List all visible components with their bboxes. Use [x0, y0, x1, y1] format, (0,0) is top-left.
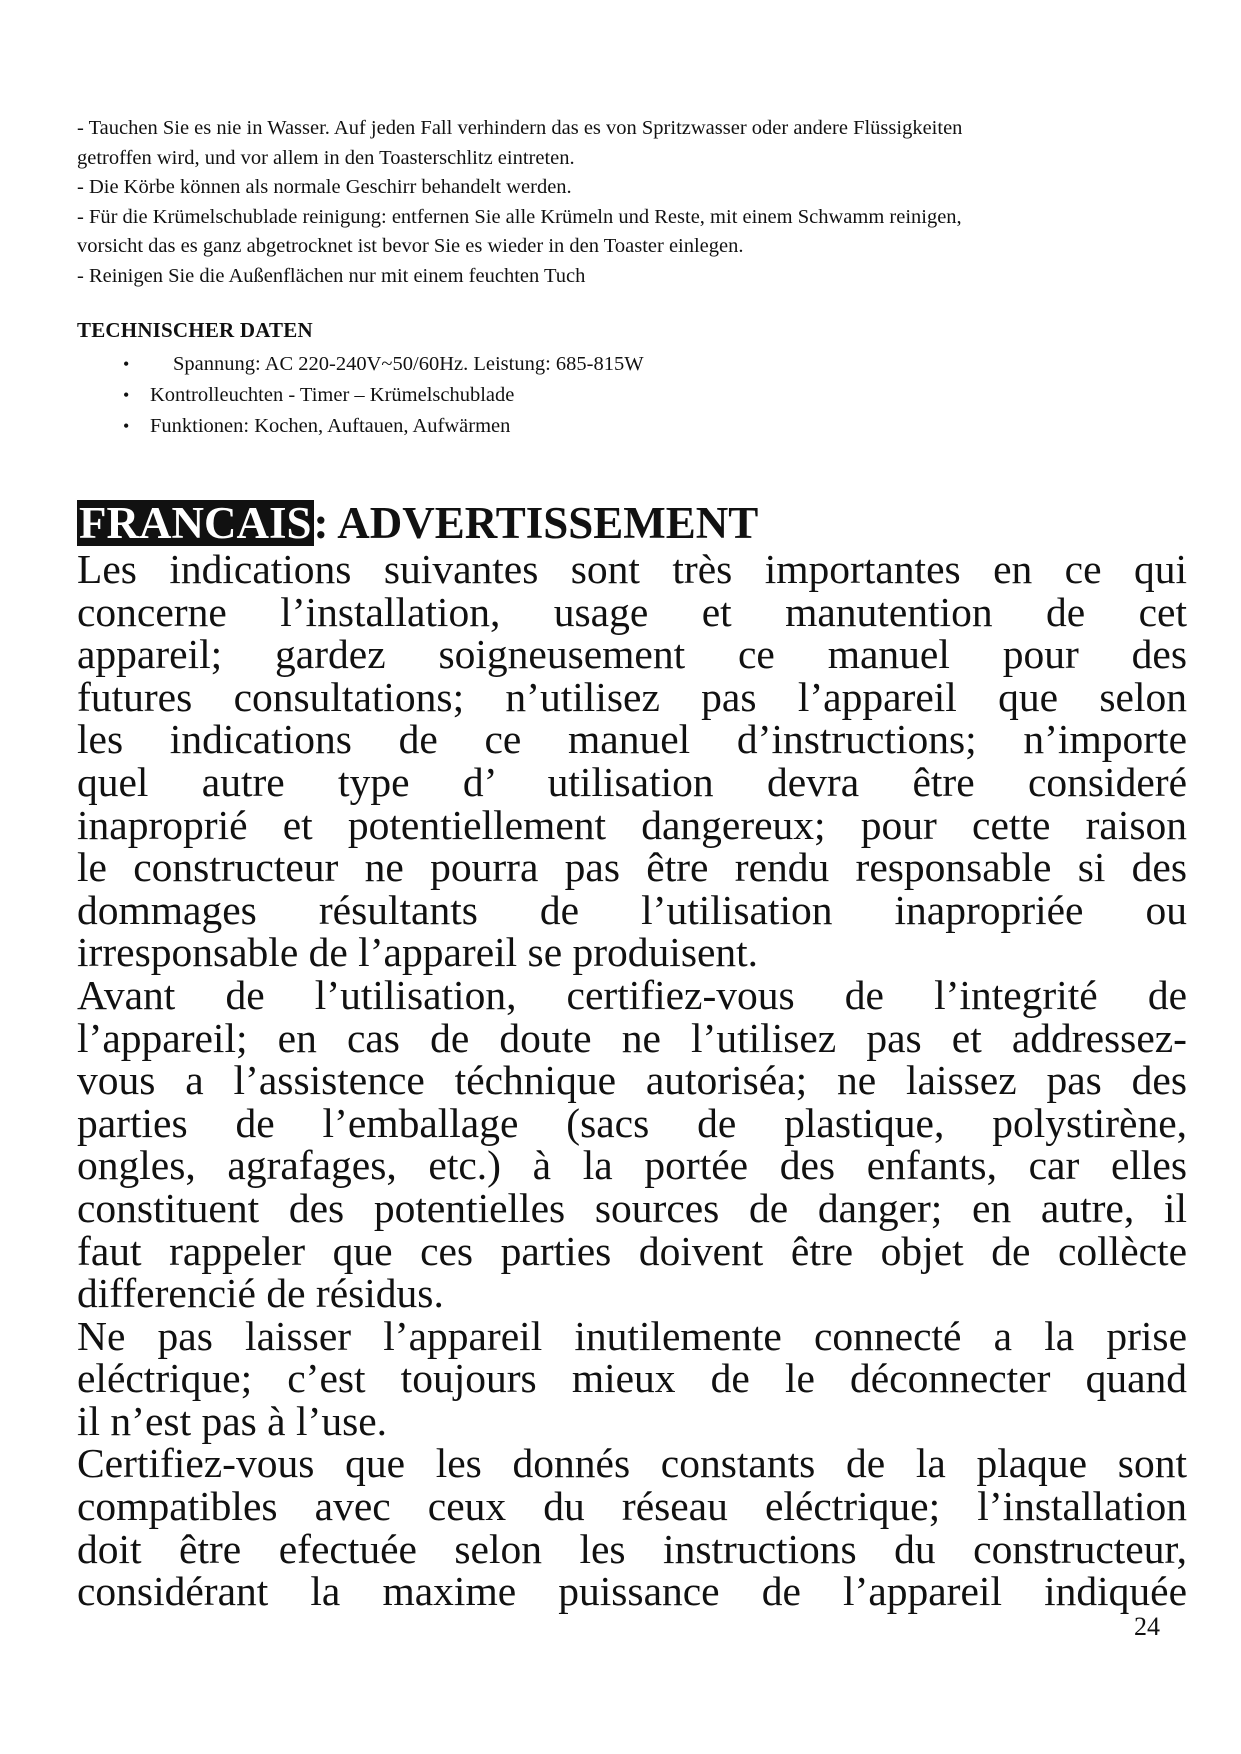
french-line: appareil; gardez soigneusement ce manuel pour des [77, 631, 1187, 678]
technical-data-item [0, 380, 1241, 411]
french-line: eléctrique; c’est toujours mieux de le déconnecter quand [77, 1355, 1187, 1402]
technical-data-heading: TECHNISCHER DATEN [77, 318, 313, 342]
french-line: il n’est pas à l’use. [77, 1397, 388, 1444]
german-line: getroffen wird, und vor allem in den Toasterschlitz eintreten. [77, 146, 575, 169]
french-line: Certifiez-vous que les donnés constants de la plaque sont [77, 1440, 1187, 1487]
technical-data-text: Funktionen: Kochen, Auftauen, Aufwärmen [150, 415, 511, 437]
french-line: irresponsable de l’appareil se produisent. [77, 929, 759, 976]
french-line: constituent des potentielles sources de danger; en autre, il [77, 1184, 1187, 1231]
french-line: Avant de l’utilisation, certifiez-vous de l’integrité de [77, 971, 1187, 1018]
french-line: concerne l’installation, usage et manutention de cet [77, 588, 1187, 635]
technical-data-item [0, 349, 1241, 380]
french-warning-body [77, 548, 1187, 1613]
german-line: - Die Körbe können als normale Geschirr behandelt werden. [77, 176, 572, 198]
french-line: Ne pas laisser l’appareil inutilemente connecté a la prise [77, 1312, 1187, 1359]
bullet-icon: • [123, 385, 130, 405]
language-label: FRANCAIS [79, 498, 312, 548]
french-line: quel autre type d’ utilisation devra être consideré [77, 758, 1187, 805]
german-line: - Tauchen Sie es nie in Wasser. Auf jeden Fall verhindern das es von Spritzwasser oder andere Flüssigkeiten [77, 117, 963, 139]
technical-data-text: Kontrolleuchten - Timer – Krümelschublade [150, 384, 515, 406]
french-warning-heading [77, 497, 758, 549]
french-line: differencié de résidus. [77, 1270, 444, 1317]
french-line: inaproprié et potentiellement dangereux; pour cette raison [77, 801, 1187, 848]
technical-data-item [0, 411, 1241, 442]
bullet-icon: • [123, 416, 130, 436]
french-line: ongles, agrafages, etc.) à la portée des enfants, car elles [77, 1142, 1187, 1189]
french-line: l’appareil; en cas de doute ne l’utilisez pas et addressez- [77, 1014, 1187, 1061]
french-line: futures consultations; n’utilisez pas l’appareil que selon [77, 673, 1187, 720]
bullet-icon: • [123, 354, 130, 374]
french-line: doit être efectuée selon les instructions du constructeur, [77, 1525, 1187, 1572]
german-line: - Für die Krümelschublade reinigung: entfernen Sie alle Krümeln und Reste, mit einem Schwamm reinigen, [77, 205, 962, 228]
french-line: parties de l’emballage (sacs de plastique, polystirène, [77, 1099, 1187, 1146]
french-line: vous a l’assistence téchnique autoriséa; ne laissez pas des [77, 1057, 1187, 1104]
technical-data-list [0, 349, 1241, 442]
warning-title: : ADVERTISSEMENT [313, 498, 759, 548]
french-line: dommages résultants de l’utilisation inapropriée ou [77, 886, 1187, 933]
german-line: - Reinigen Sie die Außenflächen nur mit einem feuchten Tuch [77, 264, 586, 287]
technical-data-text: Spannung: AC 220-240V~50/60Hz. Leistung: 685-815W [173, 353, 644, 375]
german-cleaning-section [77, 114, 1187, 291]
page-number: 24 [1134, 1612, 1160, 1641]
french-line: le constructeur ne pourra pas être rendu responsable si des [77, 844, 1187, 891]
french-line: faut rappeler que ces parties doivent être objet de collècte [77, 1227, 1187, 1274]
french-line: les indications de ce manuel d’instructions; n’importe [77, 716, 1187, 763]
german-line: vorsicht das es ganz abgetrocknet ist bevor Sie es wieder in den Toaster einlegen. [77, 235, 744, 257]
french-line: compatibles avec ceux du réseau eléctrique; l’installation [77, 1483, 1187, 1530]
french-line: Les indications suivantes sont très importantes en ce qui [77, 546, 1187, 592]
french-line: considérant la maxime puissance de l’appareil indiquée [77, 1568, 1187, 1615]
